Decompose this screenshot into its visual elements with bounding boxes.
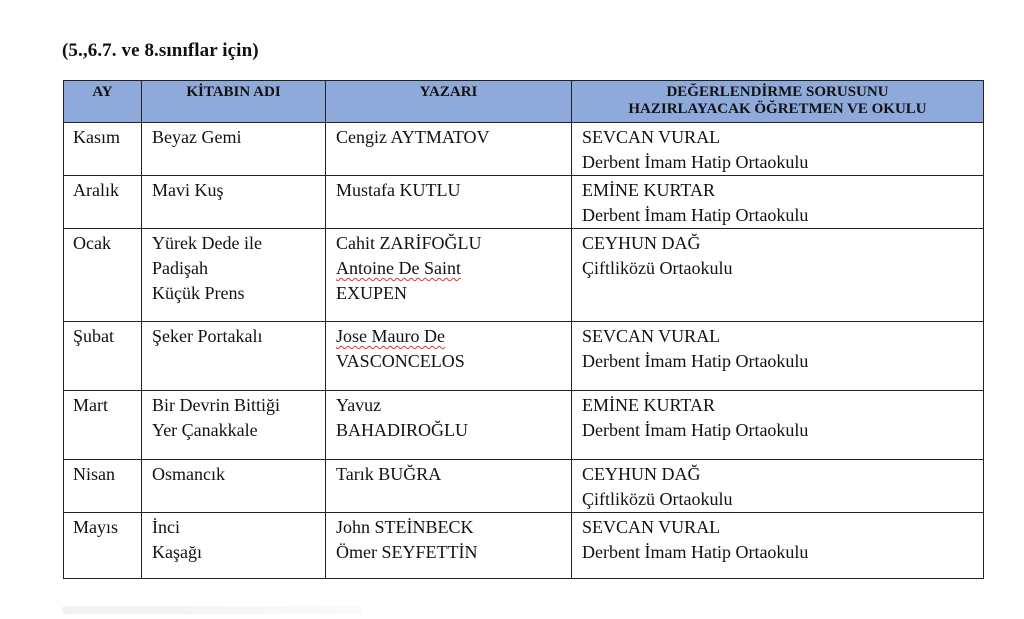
table-row <box>64 176 984 229</box>
author-name: Tarık BUĞRA <box>336 464 442 484</box>
author-name: EXUPEN <box>336 283 407 303</box>
cell-kitap <box>142 229 326 322</box>
table-row <box>64 460 984 513</box>
cell-kitap <box>142 513 326 579</box>
author-name <box>336 324 563 349</box>
book-title: Beyaz Gemi <box>152 127 242 147</box>
header-ay: AY <box>64 81 142 123</box>
table-row <box>64 322 984 391</box>
table-row <box>64 229 984 322</box>
book-title: Bir Devrin Bittiği <box>152 395 280 415</box>
cell-ay: Kasım <box>64 123 142 176</box>
table-header-row <box>64 81 984 123</box>
author-name: Cengiz AYTMATOV <box>336 127 490 147</box>
book-title: Yürek Dede ile <box>152 233 262 253</box>
cell-ay: Ocak <box>64 229 142 322</box>
school-name: Derbent İmam Hatip Ortaokulu <box>582 351 809 371</box>
spellcheck-underline: Jose Mauro De <box>336 326 445 346</box>
cell-yazar <box>326 391 572 460</box>
author-name: Cahit ZARİFOĞLU <box>336 233 482 253</box>
table-row <box>64 391 984 460</box>
cell-ogretmen <box>572 513 984 579</box>
header-yazar: YAZARI <box>326 81 572 123</box>
cell-yazar <box>326 123 572 176</box>
teacher-name: SEVCAN VURAL <box>582 517 721 537</box>
book-title: Osmancık <box>152 464 225 484</box>
cell-ay: Şubat <box>64 322 142 391</box>
teacher-name: CEYHUN DAĞ <box>582 464 701 484</box>
reading-list-table <box>63 80 984 579</box>
header-ogretmen-line2: HAZIRLAYACAK ÖĞRETMEN VE OKULU <box>628 101 927 117</box>
cell-ay: Mayıs <box>64 513 142 579</box>
author-name: BAHADIROĞLU <box>336 420 468 440</box>
cell-kitap <box>142 391 326 460</box>
teacher-name: EMİNE KURTAR <box>582 395 715 415</box>
book-title: Kaşağı <box>152 542 202 562</box>
book-title: Küçük Prens <box>152 283 245 303</box>
author-name: Ömer SEYFETTİN <box>336 542 478 562</box>
cell-kitap <box>142 322 326 391</box>
cell-ogretmen <box>572 460 984 513</box>
cell-ogretmen <box>572 123 984 176</box>
cell-ay: Nisan <box>64 460 142 513</box>
faded-next-heading <box>62 606 362 614</box>
cell-ogretmen <box>572 322 984 391</box>
book-title: İnci <box>152 517 180 537</box>
cell-yazar <box>326 513 572 579</box>
book-title: Şeker Portakalı <box>152 326 263 346</box>
table-row <box>64 513 984 579</box>
school-name: Derbent İmam Hatip Ortaokulu <box>582 420 809 440</box>
author-name: Mustafa KUTLU <box>336 180 461 200</box>
cell-ay: Aralık <box>64 176 142 229</box>
cell-kitap <box>142 176 326 229</box>
cell-ogretmen <box>572 229 984 322</box>
school-name: Çiftliközü Ortaokulu <box>582 489 733 509</box>
cell-yazar <box>326 322 572 391</box>
cell-kitap <box>142 123 326 176</box>
teacher-name: CEYHUN DAĞ <box>582 233 701 253</box>
table-row <box>64 123 984 176</box>
page-heading: (5.,6.7. ve 8.sınıflar için) <box>62 40 259 61</box>
cell-yazar <box>326 229 572 322</box>
teacher-name: EMİNE KURTAR <box>582 180 715 200</box>
school-name: Derbent İmam Hatip Ortaokulu <box>582 542 809 562</box>
school-name: Çiftliközü Ortaokulu <box>582 258 733 278</box>
header-ogretmen-line1: DEĞERLENDİRME SORUSUNU <box>666 84 889 100</box>
school-name: Derbent İmam Hatip Ortaokulu <box>582 152 809 172</box>
cell-ay: Mart <box>64 391 142 460</box>
cell-kitap <box>142 460 326 513</box>
cell-ogretmen <box>572 176 984 229</box>
book-title: Padişah <box>152 258 208 278</box>
school-name: Derbent İmam Hatip Ortaokulu <box>582 205 809 225</box>
author-name: Yavuz <box>336 395 382 415</box>
author-name <box>336 256 563 281</box>
author-name: VASCONCELOS <box>336 351 465 371</box>
author-name: John STEİNBECK <box>336 517 474 537</box>
cell-yazar <box>326 460 572 513</box>
teacher-name: SEVCAN VURAL <box>582 326 721 346</box>
book-title: Yer Çanakkale <box>152 420 258 440</box>
cell-ogretmen <box>572 391 984 460</box>
spellcheck-underline: Antoine De Saint <box>336 258 461 278</box>
book-title: Mavi Kuş <box>152 180 224 200</box>
cell-yazar <box>326 176 572 229</box>
header-ogretmen <box>572 81 984 123</box>
teacher-name: SEVCAN VURAL <box>582 127 721 147</box>
header-kitap: KİTABIN ADI <box>142 81 326 123</box>
